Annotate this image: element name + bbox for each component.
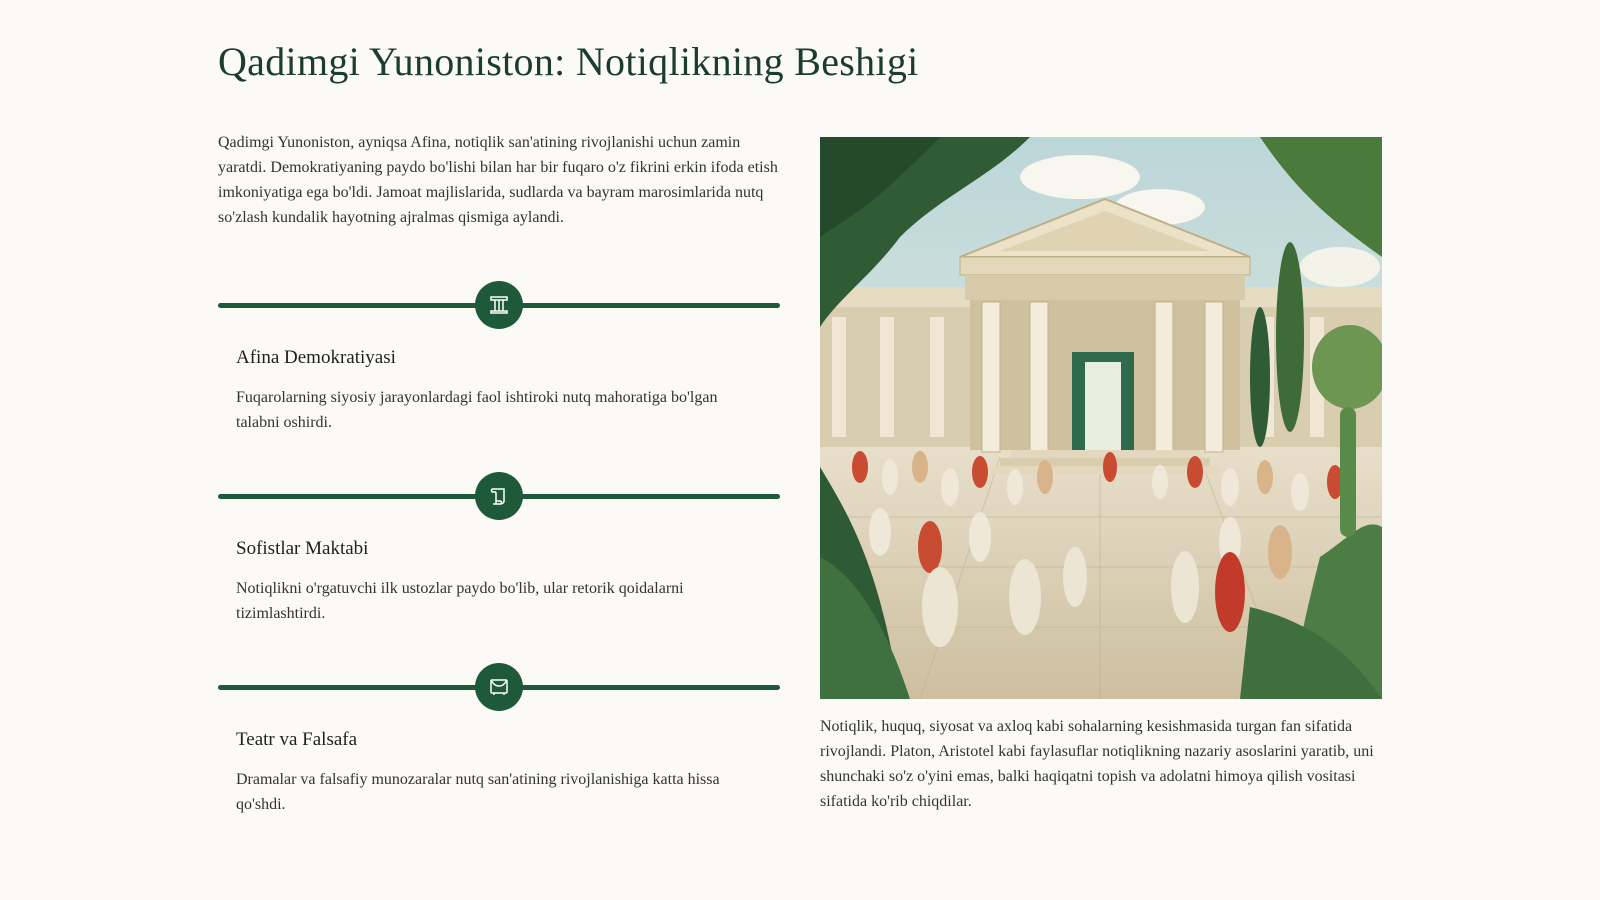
- timeline-item-democracy: [218, 281, 780, 435]
- column-icon: [475, 281, 523, 329]
- item-title: Afina Demokratiyasi: [236, 347, 396, 368]
- intro-paragraph: Qadimgi Yunoniston, ayniqsa Afina, notiqlik san'atining rivojlanishi uchun zamin yaratdi. Demokratiyaning paydo bo'lishi bilan har bir fuqaro o'z fikrini erkin ifoda etish imkoniyatiga ega bo'ldi. Jamoat majlislarida, sudlarda va bayram marosimlarida nutq so'zlash kundalik hayotning ajralmas qismiga aylandi.: [218, 134, 778, 226]
- item-description: Dramalar va falsafiy munozaralar nutq san'atining rivojlanishiga katta hissa qo'shdi.: [236, 771, 720, 813]
- item-description: Notiqlikni o'rgatuvchi ilk ustozlar paydo bo'lib, ular retorik qoidalarni tizimlashtirdi.: [236, 580, 684, 622]
- page-title: Qadimgi Yunoniston: Notiqlikning Beshigi: [218, 39, 919, 84]
- timeline-divider: [218, 663, 780, 711]
- item-title: Teatr va Falsafa: [236, 729, 358, 750]
- greek-temple-illustration: [820, 137, 1382, 699]
- theater-icon: [475, 663, 523, 711]
- scroll-icon: [475, 472, 523, 520]
- timeline-item-theater: [218, 663, 780, 817]
- timeline-divider: [218, 281, 780, 329]
- image-caption: Notiqlik, huquq, siyosat va axloq kabi sohalarning kesishmasida turgan fan sifatida rivojlandi. Platon, Aristotel kabi faylasuflar notiqlikning nazariy asoslarini yaratib, uni shunchaki so'z o'yini emas, balki haqiqatni topish va adolatni himoya qilish vositasi sifatida ko'rib chiqdilar.: [820, 718, 1374, 810]
- item-title: Sofistlar Maktabi: [236, 538, 369, 559]
- item-description: Fuqarolarning siyosiy jarayonlardagi faol ishtiroki nutq mahoratiga bo'lgan talabni oshirdi.: [236, 389, 718, 431]
- timeline-divider: [218, 472, 780, 520]
- timeline-item-sophists: [218, 472, 780, 626]
